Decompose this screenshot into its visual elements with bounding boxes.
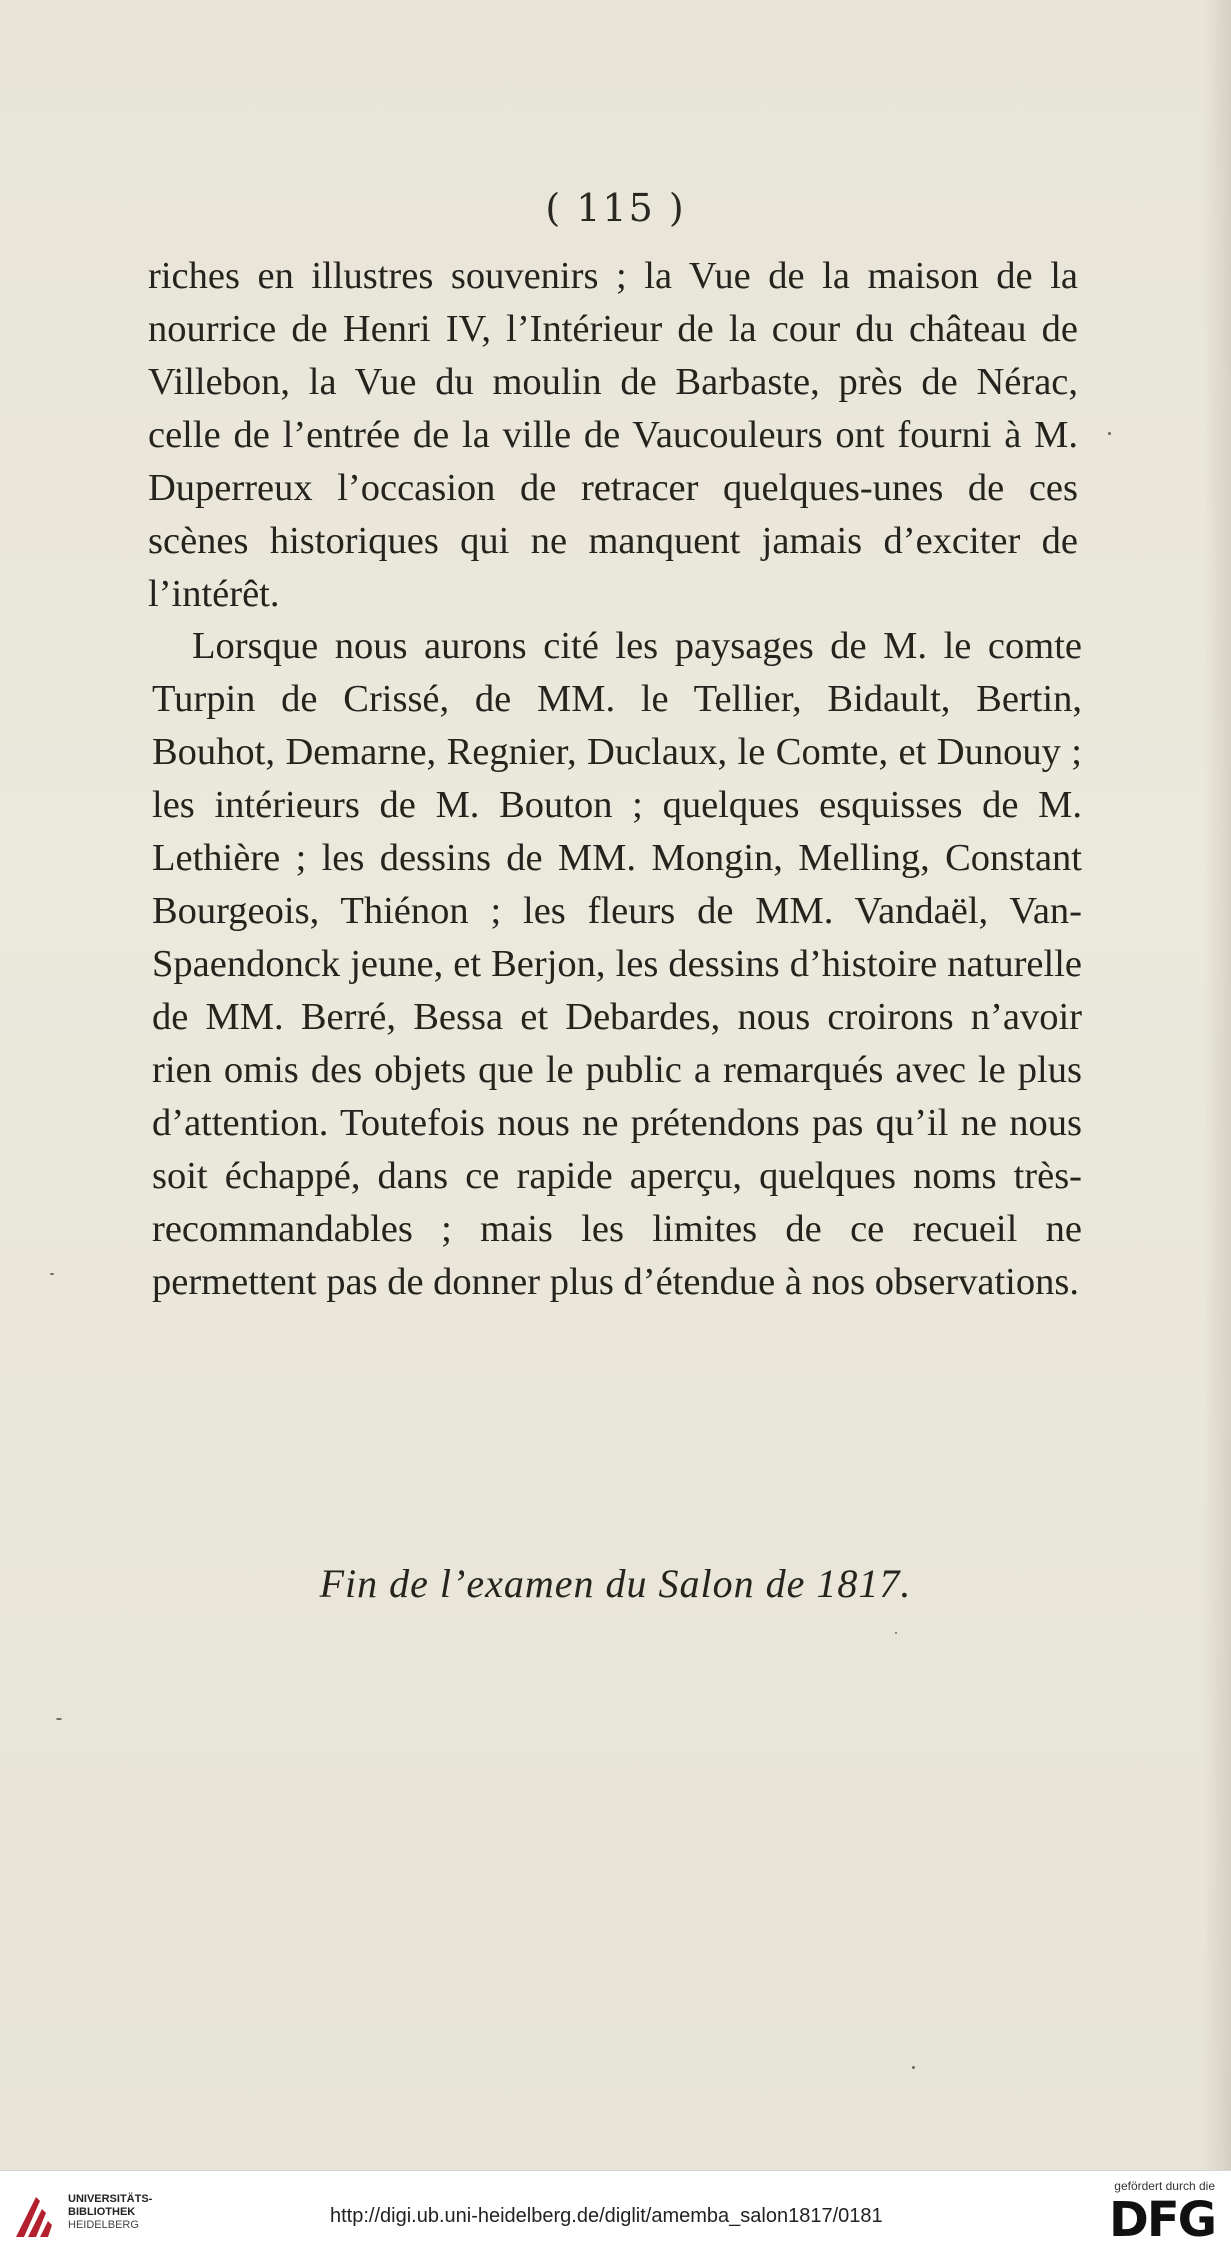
viewer-footer — [0, 2170, 1231, 2260]
paragraph: Lorsque nous aurons cité les paysages de M. le comte Turpin de Crissé, de MM. le Tellier, Bidault, Bertin, Bouhot, Demarne, Regnier, Duclaux, le Comte, et Dunouy ; les intérieurs de M. Bouton ; quelques esquisses de M. Lethière ; les dessins de MM. Mongin, Melling, Constant Bourgeois, Thiénon ; les fleurs de MM. Vandaël, Van-Spaendonck jeune, et Berjon, les dessins d’histoire naturelle de MM. Berré, Bessa et Debardes, nous croirons n’avoir rien omis des objets que le public a remarqués avec le plus d’attention. Toutefois nous ne prétendons pas qu’il ne nous soit échappé, dans ce rapide aperçu, quelques noms très-recommandables ; mais les limites de ce recueil ne permettent pas de donner plus d’étendue à nos observations. — [152, 625, 1082, 1303]
institution-line: UNIVERSITÄTS- — [68, 2193, 153, 2205]
institution-line: BIBLIOTHEK — [68, 2206, 136, 2218]
page-number: ( 115 ) — [545, 186, 686, 230]
funding-label: gefördert durch die — [1114, 2179, 1215, 2193]
paper-speck — [1108, 432, 1111, 435]
institution-name — [68, 2193, 152, 2232]
paper-speck — [912, 2066, 915, 2069]
university-library-logo-icon — [12, 2191, 60, 2241]
dfg-logo: DFG — [1108, 2192, 1215, 2248]
closing-line: Fin de l’examen du Salon de 1817. — [319, 1561, 912, 1606]
paper-speck — [56, 1718, 62, 1720]
page-edge-shadow — [1203, 0, 1231, 2170]
paper-speck — [50, 1273, 54, 1275]
permalink-url[interactable]: http://digi.ub.uni-heidelberg.de/diglit/amemba_salon1817/0181 — [330, 2205, 883, 2227]
funding-notice — [1085, 2179, 1215, 2248]
institution-line: HEIDELBERG — [68, 2219, 139, 2231]
paragraph: riches en illustres souvenirs ; la Vue de la maison de la nourrice de Henri IV, l’Intérieur de la cour du château de Villebon, la Vue du moulin de Barbaste, près de Nérac, celle de l’entrée de la ville de Vaucouleurs ont fourni à M. Duperreux l’occasion de retracer quelques-unes de ces scènes historiques qui ne manquent jamais d’exciter de l’intérêt. — [148, 255, 1078, 615]
paper-speck — [895, 1632, 897, 1634]
